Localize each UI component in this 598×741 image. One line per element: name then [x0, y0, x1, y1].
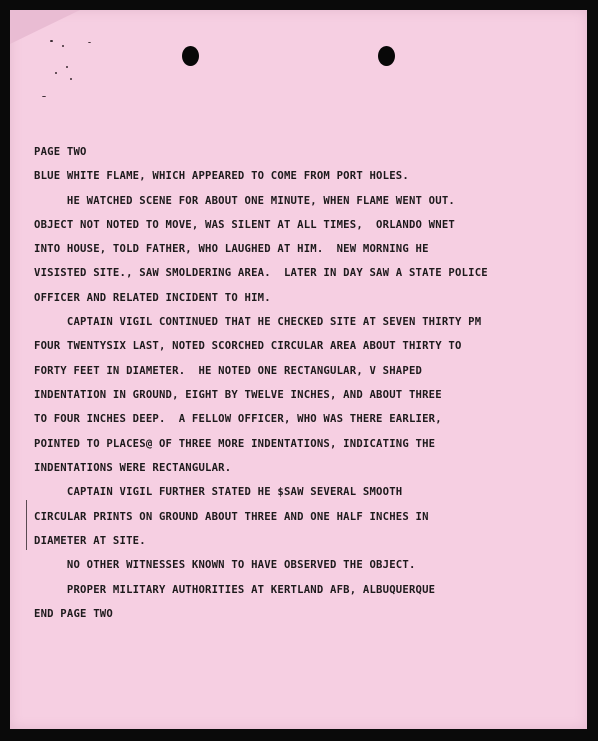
text-line: INDENTATIONS WERE RECTANGULAR. [34, 462, 232, 474]
page-corner-fold [10, 10, 80, 44]
text-line: CIRCULAR PRINTS ON GROUND ABOUT THREE AND ONE HALF INCHES IN [34, 511, 429, 523]
text-line: FORTY FEET IN DIAMETER. HE NOTED ONE RECTANGULAR, V SHAPED [34, 365, 423, 377]
page-heading: PAGE TWO [34, 146, 87, 158]
page-footer: END PAGE TWO [34, 608, 113, 620]
text-line: INDENTATION IN GROUND, EIGHT BY TWELVE INCHES, AND ABOUT THREE [34, 389, 442, 401]
punch-hole-right [378, 46, 395, 66]
text-line: HE WATCHED SCENE FOR ABOUT ONE MINUTE, WHEN FLAME WENT OUT. [34, 195, 455, 207]
text-line: NO OTHER WITNESSES KNOWN TO HAVE OBSERVED THE OBJECT. [34, 559, 416, 571]
text-line: TO FOUR INCHES DEEP. A FELLOW OFFICER, WHO WAS THERE EARLIER, [34, 413, 442, 425]
punch-hole-left [182, 46, 199, 66]
text-line: CAPTAIN VIGIL CONTINUED THAT HE CHECKED SITE AT SEVEN THIRTY PM [34, 316, 482, 328]
paper-speck [62, 45, 64, 47]
paper-speck [70, 78, 72, 80]
text-line: PROPER MILITARY AUTHORITIES AT KERTLAND AFB, ALBUQUERQUE [34, 584, 436, 596]
paper-speck [50, 40, 53, 42]
document-page [10, 10, 587, 729]
margin-mark [26, 500, 27, 550]
text-line: OBJECT NOT NOTED TO MOVE, WAS SILENT AT ALL TIMES, ORLANDO WNET [34, 219, 455, 231]
text-line: DIAMETER AT SITE. [34, 535, 146, 547]
text-line: BLUE WHITE FLAME, WHICH APPEARED TO COME FROM PORT HOLES. [34, 170, 409, 182]
text-line: POINTED TO PLACES@ OF THREE MORE INDENTATIONS, INDICATING THE [34, 438, 436, 450]
paper-speck [66, 66, 68, 68]
text-line: CAPTAIN VIGIL FURTHER STATED HE $SAW SEVERAL SMOOTH [34, 486, 403, 498]
paper-speck [88, 42, 91, 43]
paper-speck [55, 72, 57, 74]
text-line: FOUR TWENTYSIX LAST, NOTED SCORCHED CIRCULAR AREA ABOUT THIRTY TO [34, 340, 462, 352]
text-line: OFFICER AND RELATED INCIDENT TO HIM. [34, 292, 271, 304]
paper-speck [42, 96, 46, 97]
text-line: VISISTED SITE., SAW SMOLDERING AREA. LATER IN DAY SAW A STATE POLICE [34, 267, 488, 279]
text-line: INTO HOUSE, TOLD FATHER, WHO LAUGHED AT HIM. NEW MORNING HE [34, 243, 429, 255]
